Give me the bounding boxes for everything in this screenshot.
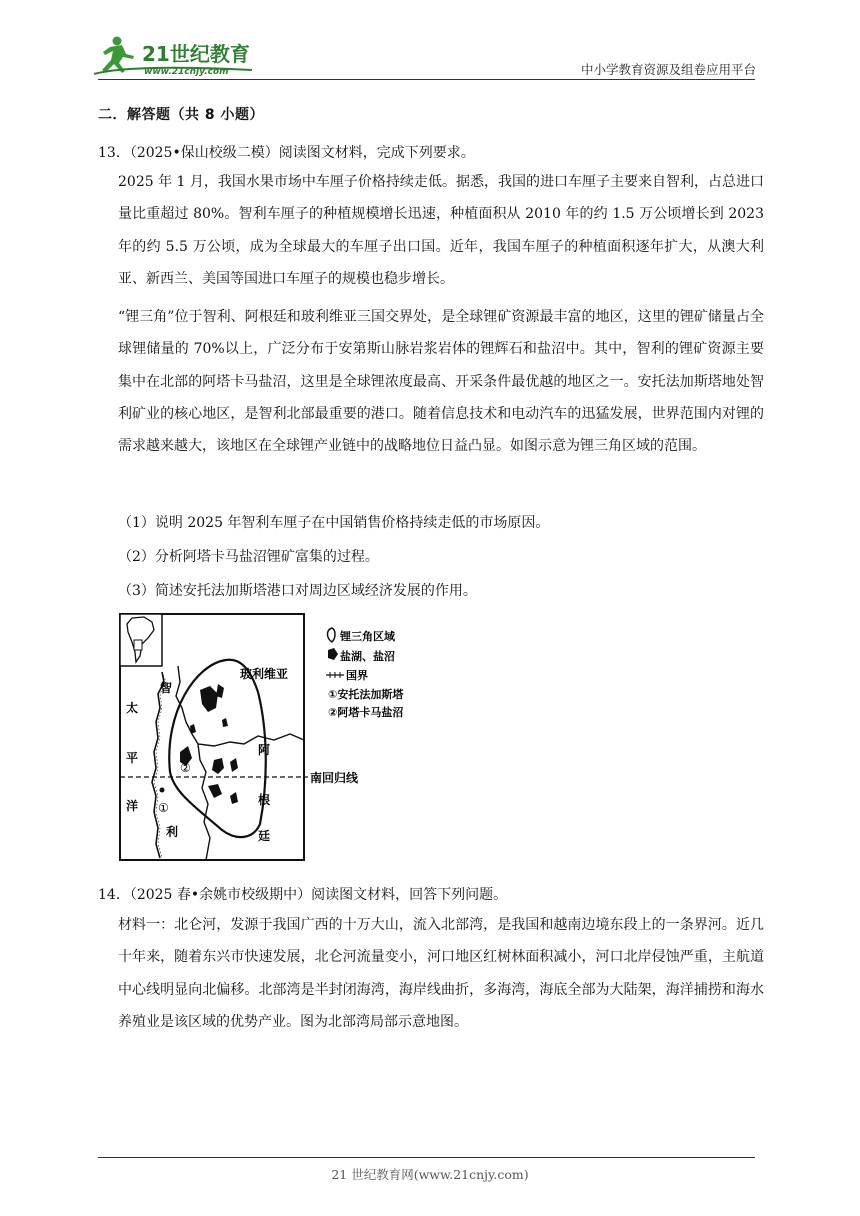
- map-legend: [326, 628, 404, 719]
- lithium-triangle-map: [118, 612, 430, 864]
- label-pacific-2: 平: [126, 751, 139, 765]
- q13-subquestion-2: （2）分析阿塔卡马盐沼锂矿富集的过程。: [118, 549, 379, 565]
- legend-item-3: 国界: [346, 669, 368, 682]
- logo-text: 21世纪教育: [142, 42, 250, 66]
- runner-icon: [102, 37, 134, 74]
- q13-subquestion-1: （1）说明 2025 年智利车厘子在中国销售价格持续走低的市场原因。: [118, 515, 550, 531]
- marker-atacama: ②: [180, 761, 191, 775]
- section-title: 二．解答题（共 8 小题）: [98, 107, 264, 123]
- marker-antofagasta: ①: [158, 801, 169, 815]
- label-chile-2: 利: [166, 825, 179, 839]
- q13-paragraph-2-text: “锂三角”位于智利、阿根廷和玻利维亚三国交界处，是全球锂矿资源最丰富的地区，这里的锂矿储量占全球锂储量的 70%以上，广泛分布于安第斯山脉岩浆岩体的锂辉石和盐沼中。其中，智利的锂矿资源主要集中在北部的阿塔卡马盐沼，这里是全球锂浓度最高、开采条件最优越的地区之一。安托法加斯塔地处智利矿业的核心地区，是智利北部最重要的港口。随着信息技术和电动汽车的迅猛发展，世界范围内对锂的需求越来越大，该地区在全球锂产业链中的战略地位日益凸显。如图示意为锂三角区域的范围。: [118, 309, 764, 455]
- q13-paragraph-2: [118, 301, 764, 462]
- q14-paragraph-1: [118, 909, 764, 1038]
- label-bolivia: 玻利维亚: [240, 667, 289, 681]
- legend-salt-lake-icon: [328, 648, 338, 660]
- site-logo: [92, 34, 262, 80]
- legend-item-1: 锂三角区域: [340, 630, 395, 643]
- q14-heading: 14．（2025 春•余姚市校级期中）阅读图文材料，回答下列问题。: [98, 887, 508, 903]
- label-argentina-2: 根: [258, 793, 271, 807]
- logo-url: www.21cnjy.com: [144, 67, 229, 77]
- q13-paragraph-1: [118, 166, 764, 295]
- q14-paragraph-1-text: 材料一：北仑河，发源于我国广西的十万大山，流入北部湾，是我国和越南边境东段上的一条界河。近几十年来，随着东兴市快速发展，北仑河流量变小，河口地区红树林面积减小，河口北岸侵蚀严重，主航道中心线明显向北偏移。北部湾是半封闭海湾，海岸线曲折，多海湾，海底全部为大陆架，海洋捕捞和海水养殖业是该区域的优势产业。图为北部湾局部示意地图。: [118, 917, 764, 1030]
- q13-heading: 13．（2025•保山校级二模）阅读图文材料，完成下列要求。: [98, 145, 475, 161]
- label-argentina-1: 阿: [258, 743, 271, 757]
- label-tropic: 南回归线: [310, 771, 359, 785]
- label-pacific-1: 太: [126, 701, 139, 715]
- legend-item-5: ②阿塔卡马盐沼: [328, 706, 404, 719]
- footer-divider: [98, 1157, 755, 1158]
- q13-paragraph-1-text: 2025 年 1 月，我国水果市场中车厘子价格持续走低。据悉，我国的进口车厘子主要来自智利，占总进口量比重超过 80%。智利车厘子的种植规模增长迅速，种植面积从 2010 年的约 1.5 万公顷增长到 2023 年的约 5.5 万公顷，成为全球最大的车厘子出口国。近年，我国车厘子的种植面积逐年扩大，从澳大利亚、新西兰、美国等国进口车厘子的规模也稳步增长。: [118, 174, 764, 287]
- header-divider: [98, 79, 755, 80]
- footer-text: 21 世纪教育网(www.21cnjy.com): [331, 1167, 529, 1182]
- label-pacific-3: 洋: [126, 799, 139, 813]
- legend-item-2: 盐湖、盐沼: [340, 650, 395, 663]
- label-argentina-3: 廷: [258, 829, 271, 843]
- q13-subquestion-3: （3）简述安托法加斯塔港口对周边区域经济发展的作用。: [118, 583, 477, 599]
- label-chile-1: 智: [160, 681, 173, 695]
- legend-outline-icon: [328, 628, 336, 642]
- legend-item-4: ①安托法加斯塔: [328, 688, 404, 701]
- header-platform-text: 中小学教育资源及组卷应用平台: [580, 62, 756, 77]
